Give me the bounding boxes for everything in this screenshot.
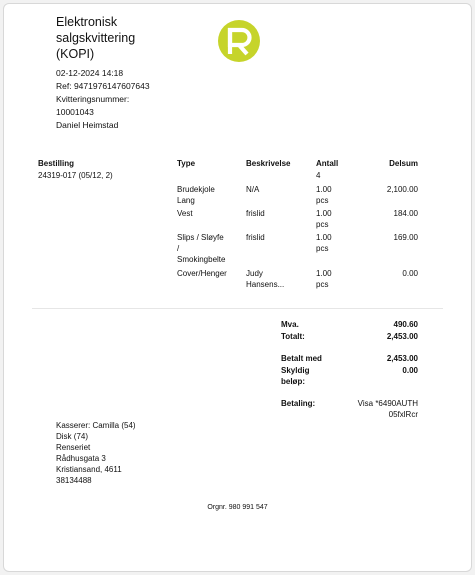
total-label: Totalt:	[281, 332, 305, 341]
item-subtotal: 2,100.00	[386, 185, 418, 194]
item-quantity	[316, 268, 332, 290]
item-qty-value: 1.00	[316, 209, 332, 218]
store-city: Kristiansand, 4611	[56, 465, 122, 474]
item-qty-unit: pcs	[316, 196, 329, 205]
title-line: Elektronisk	[56, 15, 118, 29]
col-header-order: Bestilling	[38, 159, 75, 168]
store-street: Rådhusgata 3	[56, 454, 106, 463]
order-id: 24319-017 (05/12, 2)	[38, 171, 113, 180]
store-name: Renseriet	[56, 443, 91, 452]
receipt-number: 10001043	[56, 107, 94, 117]
payment-label: Betaling:	[281, 399, 316, 408]
item-type-line: Brudekjole	[177, 185, 215, 194]
item-type: Cover/Henger	[177, 269, 227, 278]
store-info	[56, 420, 136, 486]
customer-name: Daniel Heimstad	[56, 120, 119, 130]
cashier: Kasserer: Camilla (54)	[56, 421, 136, 430]
item-quantity	[316, 208, 332, 230]
item-subtotal: 169.00	[393, 233, 418, 242]
item-subtotal: 184.00	[393, 209, 418, 218]
col-header-quantity: Antall	[316, 159, 339, 168]
item-type	[177, 232, 225, 265]
receipt-page	[3, 3, 472, 572]
item-qty-value: 1.00	[316, 269, 332, 278]
receipt-date: 02-12-2024 14:18	[56, 68, 124, 78]
due-value: 0.00	[402, 366, 418, 375]
receipt-meta	[56, 67, 176, 132]
vat-value: 490.60	[393, 320, 418, 329]
disk: Disk (74)	[56, 432, 89, 441]
item-qty-value: 1.00	[316, 233, 332, 242]
vat-label: Mva.	[281, 320, 299, 329]
item-description-line: Hansens...	[246, 280, 285, 289]
col-header-type: Type	[177, 159, 196, 168]
total-value: 2,453.00	[386, 332, 418, 341]
item-subtotal: 0.00	[402, 269, 418, 278]
title-line: salgskvittering	[56, 31, 136, 45]
paid-value: 2,453.00	[386, 354, 418, 363]
item-type-line: /	[177, 244, 180, 253]
col-header-subtotal: Delsum	[389, 159, 418, 168]
due-label-line: Skyldig	[281, 366, 310, 375]
payment-details	[324, 398, 418, 420]
item-qty-unit: pcs	[316, 220, 329, 229]
receipt-ref: Ref: 9471976147607643	[56, 81, 150, 91]
item-quantity	[316, 232, 332, 254]
due-label	[281, 365, 309, 387]
receipt-title	[56, 14, 166, 62]
order-count: 4	[316, 171, 321, 180]
receipt-number-label: Kvitteringsnummer:	[56, 94, 130, 104]
payment-auth: 05fxlRcr	[388, 410, 418, 419]
item-description: frislid	[246, 233, 265, 242]
item-description: N/A	[246, 185, 260, 194]
due-label-line: beløp:	[281, 377, 305, 386]
item-qty-unit: pcs	[316, 280, 329, 289]
item-qty-unit: pcs	[316, 244, 329, 253]
item-type-line: Slips / Sløyfe	[177, 233, 224, 242]
r-circle-logo-icon	[217, 19, 261, 63]
title-line: (KOPI)	[56, 47, 95, 61]
item-qty-value: 1.00	[316, 185, 332, 194]
payment-card: Visa *6490AUTH	[357, 399, 418, 408]
item-type-line: Smokingbelte	[177, 255, 226, 264]
paid-label: Betalt med	[281, 354, 322, 363]
item-description: frislid	[246, 209, 265, 218]
item-type	[177, 184, 215, 206]
item-description	[246, 268, 284, 290]
item-description-line: Judy	[246, 269, 263, 278]
col-header-description: Beskrivelse	[246, 159, 291, 168]
item-type: Vest	[177, 209, 193, 218]
divider	[32, 308, 443, 309]
item-quantity	[316, 184, 332, 206]
item-type-line: Lang	[177, 196, 195, 205]
store-phone: 38134488	[56, 476, 92, 485]
org-number: Orgnr. 980 991 547	[207, 504, 268, 511]
